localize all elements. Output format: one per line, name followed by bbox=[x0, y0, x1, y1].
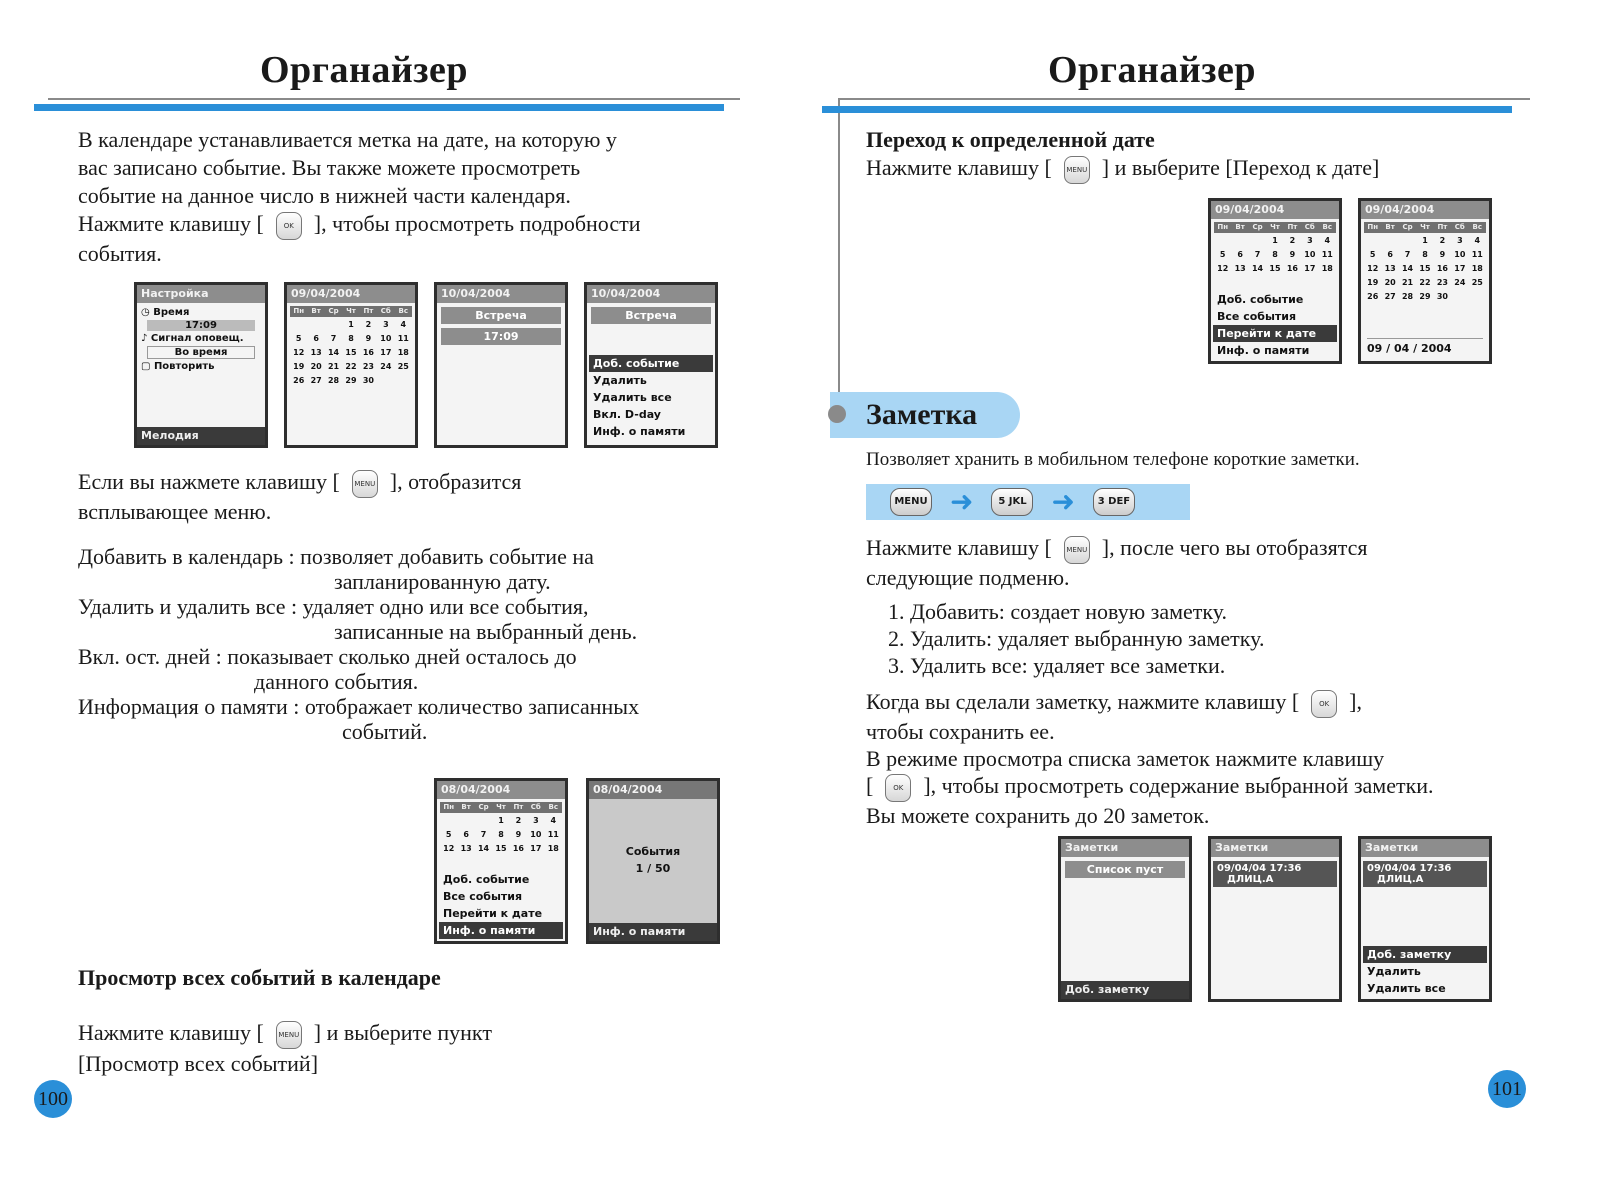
menu-item[interactable]: Удалить bbox=[593, 374, 647, 387]
calendar-day[interactable]: 11 bbox=[397, 334, 409, 343]
weekday-label: Пт bbox=[363, 307, 374, 315]
calendar-day[interactable]: 10 bbox=[380, 334, 392, 343]
calendar-day[interactable]: 27 bbox=[1384, 292, 1396, 301]
note-section-dot bbox=[828, 405, 846, 423]
screen-footer: Инф. о памяти bbox=[589, 923, 717, 941]
calendar-day[interactable]: 13 bbox=[1234, 264, 1246, 273]
screen-footer: Мелодия bbox=[137, 427, 265, 445]
calendar-day[interactable] bbox=[1214, 235, 1231, 247]
calendar-day[interactable]: 1 bbox=[1422, 236, 1428, 245]
calendar-day[interactable]: 23 bbox=[1436, 278, 1448, 287]
note-text: ДЛИЦ.А bbox=[1227, 874, 1274, 885]
calendar-day[interactable]: 19 bbox=[293, 362, 305, 371]
menu-key-icon: MENU bbox=[352, 470, 378, 498]
calendar-day[interactable]: 12 bbox=[293, 348, 305, 357]
definition-line: Информация о памяти : отображает количество записанных bbox=[78, 694, 640, 719]
calendar-day[interactable]: 21 bbox=[1401, 278, 1414, 287]
weekday-label: Сб bbox=[530, 803, 541, 811]
phone-screen-notes-empty bbox=[1058, 836, 1192, 1002]
calendar-day[interactable]: 20 bbox=[310, 362, 322, 371]
calendar-day[interactable]: 1 bbox=[498, 816, 504, 825]
calendar-day[interactable]: 18 bbox=[397, 348, 409, 357]
calendar-day[interactable]: 23 bbox=[362, 362, 374, 371]
arrow-right-icon: ➜ bbox=[950, 485, 974, 518]
calendar-day[interactable]: 15 bbox=[345, 348, 357, 357]
calendar-day[interactable]: 5 bbox=[1219, 250, 1226, 259]
time-value: 17:09 bbox=[147, 320, 255, 331]
text-line bbox=[866, 154, 1526, 184]
screen-header: 09/04/2004 bbox=[1211, 201, 1339, 219]
calendar-day[interactable]: 5 bbox=[1369, 250, 1376, 259]
menu-key-icon: MENU bbox=[276, 1021, 302, 1049]
note-text: ДЛИЦ.А bbox=[1377, 874, 1424, 885]
weekday-label: Пн bbox=[443, 803, 455, 811]
section-heading: Просмотр всех событий в календаре bbox=[78, 965, 441, 990]
note-entry[interactable] bbox=[1363, 861, 1487, 887]
text-line: вас записано событие. Вы также можете просмотреть bbox=[78, 155, 581, 180]
view-all-paragraph bbox=[78, 1018, 718, 1079]
screen-header: Настройка bbox=[137, 285, 265, 303]
popup-menu bbox=[439, 871, 563, 939]
calendar-day[interactable]: 2 bbox=[1439, 236, 1446, 245]
title-rule bbox=[838, 98, 1530, 100]
event-title: Встреча bbox=[591, 307, 711, 324]
screen-header: Заметки bbox=[1361, 839, 1489, 857]
list-item: 1. Добавить: создает новую заметку. bbox=[910, 598, 1264, 625]
text-line bbox=[866, 534, 1526, 564]
text-line: [Просмотр всех событий] bbox=[78, 1050, 319, 1076]
calendar-day[interactable]: 24 bbox=[380, 362, 392, 371]
title-rule bbox=[48, 98, 740, 100]
menu-item[interactable]: Удалить все bbox=[1367, 982, 1446, 995]
calendar-day[interactable]: 16 bbox=[1286, 264, 1298, 273]
text-line: следующие подменю. bbox=[866, 564, 1070, 590]
note-entry[interactable] bbox=[1213, 861, 1337, 887]
text-fragment: Нажмите клавишу [ bbox=[78, 211, 264, 236]
text-line: всплывающее меню. bbox=[78, 498, 272, 524]
time-label: Время bbox=[153, 307, 190, 318]
definition-line: данного события. bbox=[254, 669, 419, 694]
calendar-day[interactable]: 4 bbox=[1324, 236, 1331, 245]
menu-item[interactable]: Удалить все bbox=[593, 391, 672, 404]
definition-line: событий. bbox=[342, 719, 428, 744]
calendar-day[interactable]: 8 bbox=[348, 334, 354, 343]
arrow-right-icon: ➜ bbox=[1051, 485, 1075, 518]
calendar-day[interactable] bbox=[307, 389, 324, 401]
weekday-label: Вс bbox=[548, 803, 558, 811]
calendar-day[interactable]: 18 bbox=[547, 844, 559, 853]
phone-screen-event-menu bbox=[584, 282, 718, 448]
calendar-day[interactable] bbox=[457, 815, 474, 827]
calendar-day[interactable]: 14 bbox=[477, 844, 490, 853]
calendar-day[interactable]: 4 bbox=[550, 816, 557, 825]
calendar-day[interactable]: 6 bbox=[463, 830, 469, 839]
phone-screen-notes-list bbox=[1208, 836, 1342, 1002]
note-usage-paragraph bbox=[866, 688, 1546, 829]
note-timestamp: 09/04/04 17:36 bbox=[1367, 863, 1452, 874]
calendar-day[interactable]: 16 bbox=[512, 844, 524, 853]
menu-item[interactable]: Инф. о памяти bbox=[593, 425, 686, 438]
calendar-day[interactable]: 1 bbox=[1272, 236, 1278, 245]
calendar-day[interactable]: 25 bbox=[397, 362, 409, 371]
text-fragment: Нажмите клавишу [ bbox=[78, 1020, 264, 1045]
ok-key-icon: OK bbox=[276, 212, 302, 240]
weekday-label: Вс bbox=[1322, 223, 1332, 231]
left-page bbox=[0, 0, 800, 1200]
text-fragment: Нажмите клавишу [ bbox=[866, 535, 1052, 560]
calendar-day[interactable] bbox=[1231, 235, 1248, 247]
text-fragment: [ bbox=[866, 772, 874, 798]
weekday-row bbox=[290, 306, 412, 317]
calendar-day[interactable]: 14 bbox=[1251, 264, 1264, 273]
calendar-day[interactable]: 14 bbox=[1401, 264, 1414, 273]
menu-item[interactable]: Перейти к дате bbox=[443, 907, 543, 920]
weekday-label: Вт bbox=[311, 307, 321, 315]
calendar-day[interactable] bbox=[307, 319, 324, 331]
text-line bbox=[78, 210, 738, 240]
weekday-label: Пн bbox=[1367, 223, 1379, 231]
phone-screen-goto-menu bbox=[1208, 198, 1342, 364]
calendar-day[interactable]: 4 bbox=[400, 320, 407, 329]
phone-screen-memory-info bbox=[586, 778, 720, 944]
menu-key-icon: MENU bbox=[1064, 536, 1090, 564]
screen-header: Заметки bbox=[1061, 839, 1189, 857]
weekday-label: Сб bbox=[1304, 223, 1315, 231]
calendar-day[interactable]: 2 bbox=[1289, 236, 1296, 245]
calendar-day[interactable]: 8 bbox=[1422, 250, 1428, 259]
weekday-label: Ср bbox=[478, 803, 489, 811]
screen-footer[interactable]: Доб. заметку bbox=[1061, 981, 1189, 999]
goto-heading: Переход к определенной дате bbox=[866, 127, 1155, 152]
calendar-day[interactable]: 9 bbox=[515, 830, 522, 839]
text-fragment: Если вы нажмете клавишу [ bbox=[78, 469, 340, 494]
weekday-label: Пт bbox=[513, 803, 524, 811]
calendar-day[interactable]: 30 bbox=[362, 376, 374, 385]
calendar-day[interactable]: 11 bbox=[1321, 250, 1333, 259]
event-title: Встреча bbox=[441, 307, 561, 324]
weekday-row bbox=[1214, 222, 1336, 233]
calendar-day[interactable]: 15 bbox=[495, 844, 507, 853]
submenu-list bbox=[866, 598, 1264, 679]
definition-line: Добавить в календарь : позволяет добавить событие на bbox=[78, 544, 594, 569]
calendar-day[interactable]: 17 bbox=[380, 348, 392, 357]
calendar-day[interactable] bbox=[1364, 235, 1381, 247]
weekday-label: Ср bbox=[1402, 223, 1413, 231]
phone-screen-date-input bbox=[1358, 198, 1492, 364]
events-label: События bbox=[625, 845, 681, 858]
calendar-day[interactable]: 21 bbox=[327, 362, 340, 371]
ok-key-icon: OK bbox=[1311, 690, 1337, 718]
calendar-day[interactable]: 6 bbox=[313, 334, 319, 343]
definition-line: записанные на выбранный день. bbox=[334, 619, 638, 644]
calendar-day[interactable]: 5 bbox=[295, 334, 302, 343]
calendar-day[interactable]: 3 bbox=[1457, 236, 1463, 245]
screen-header: Заметки bbox=[1211, 839, 1339, 857]
calendar-day[interactable]: 17 bbox=[1454, 264, 1466, 273]
screen-header: 10/04/2004 bbox=[437, 285, 565, 303]
screen-header: 08/04/2004 bbox=[437, 781, 565, 799]
calendar-day[interactable]: 15 bbox=[1419, 264, 1431, 273]
calendar-day[interactable]: 16 bbox=[1436, 264, 1448, 273]
calendar-day[interactable]: 6 bbox=[1387, 250, 1393, 259]
text-fragment: ], bbox=[1349, 689, 1362, 714]
weekday-label: Пн bbox=[1217, 223, 1229, 231]
alarm-label: Сигнал оповещ. bbox=[150, 333, 244, 344]
weekday-label: Вт bbox=[1235, 223, 1245, 231]
calendar-day[interactable]: 17 bbox=[530, 844, 542, 853]
page-title: Органайзер bbox=[260, 49, 469, 91]
weekday-label: Вт bbox=[1385, 223, 1395, 231]
page-number: 101 bbox=[1488, 1070, 1526, 1108]
popup-menu bbox=[1213, 291, 1337, 359]
calendar-day[interactable] bbox=[440, 815, 457, 827]
text-fragment: ], чтобы просмотреть подробности bbox=[313, 211, 641, 236]
list-item: 3. Удалить все: удаляет все заметки. bbox=[910, 652, 1264, 679]
calendar-day[interactable]: 12 bbox=[443, 844, 455, 853]
calendar-day[interactable]: 4 bbox=[1474, 236, 1481, 245]
screen-header: 08/04/2004 bbox=[589, 781, 717, 799]
note-section-title: Заметка bbox=[866, 398, 978, 431]
calendar-day[interactable]: 29 bbox=[1419, 292, 1431, 301]
definition-line: Вкл. ост. дней : показывает сколько дней осталось до bbox=[78, 644, 577, 669]
menu-key-icon: MENU bbox=[890, 488, 932, 516]
menu-item[interactable]: Удалить bbox=[1367, 965, 1421, 978]
popup-menu bbox=[1363, 946, 1487, 997]
weekday-label: Пн bbox=[293, 307, 305, 315]
menu-item[interactable]: Доб. событие bbox=[589, 355, 713, 372]
text-line: события. bbox=[78, 240, 162, 266]
calendar-day[interactable]: 22 bbox=[345, 362, 357, 371]
calendar-day[interactable]: 28 bbox=[327, 376, 340, 385]
text-fragment: ], после чего вы отобразятся bbox=[1101, 535, 1368, 560]
text-fragment: Когда вы сделали заметку, нажмите клавишу [ bbox=[866, 689, 1300, 714]
calendar-day[interactable] bbox=[377, 375, 394, 387]
calendar-day[interactable]: 7 bbox=[1404, 250, 1411, 259]
calendar-day[interactable]: 8 bbox=[1272, 250, 1278, 259]
menu-item[interactable]: Доб. заметку bbox=[1363, 946, 1487, 963]
text-line bbox=[866, 688, 1546, 718]
popup-paragraph bbox=[78, 468, 738, 526]
calendar-day[interactable] bbox=[325, 319, 342, 331]
key-3-icon: 3 DEF bbox=[1093, 488, 1135, 516]
text-line bbox=[866, 772, 1546, 802]
text-fragment: ], отобразится bbox=[389, 469, 522, 494]
weekday-label: Ср bbox=[1252, 223, 1263, 231]
calendar-day[interactable]: 27 bbox=[310, 376, 322, 385]
title-accent-bar bbox=[822, 106, 1512, 113]
screen-header: 10/04/2004 bbox=[587, 285, 715, 303]
menu-item[interactable]: Все события bbox=[1217, 310, 1297, 323]
screen-body: ◷ Время 17:09 ♪ Сигнал оповещ. Во время ▢ Повторить bbox=[137, 303, 265, 372]
calendar-day[interactable]: 7 bbox=[1254, 250, 1261, 259]
weekday-label: Чт bbox=[496, 803, 506, 811]
calendar-day[interactable]: 24 bbox=[1454, 278, 1466, 287]
empty-list-message: Список пуст bbox=[1065, 861, 1185, 878]
calendar-day[interactable]: 5 bbox=[445, 830, 452, 839]
calendar-day[interactable]: 14 bbox=[327, 348, 340, 357]
menu-item[interactable]: Доб. событие bbox=[443, 873, 530, 886]
calendar-day[interactable]: 2 bbox=[515, 816, 522, 825]
weekday-label: Чт bbox=[1420, 223, 1430, 231]
weekday-label: Пт bbox=[1437, 223, 1448, 231]
calendar-day[interactable] bbox=[290, 319, 307, 331]
calendar-day[interactable] bbox=[1399, 235, 1416, 247]
calendar-day[interactable]: 2 bbox=[365, 320, 372, 329]
weekday-label: Вс bbox=[1472, 223, 1482, 231]
definition-line: Удалить и удалить все : удаляет одно или все события, bbox=[78, 594, 589, 619]
note-description: Позволяет хранить в мобильном телефоне короткие заметки. bbox=[866, 449, 1360, 470]
calendar-day[interactable]: 22 bbox=[1419, 278, 1431, 287]
page-title: Органайзер bbox=[1048, 49, 1257, 91]
calendar-day[interactable]: 19 bbox=[1367, 278, 1379, 287]
calendar-day[interactable]: 3 bbox=[1307, 236, 1313, 245]
phone-screen-calendar bbox=[284, 282, 418, 448]
weekday-label: Чт bbox=[1270, 223, 1280, 231]
text-line bbox=[78, 468, 738, 498]
screen-header: 09/04/2004 bbox=[287, 285, 415, 303]
alarm-value: Во время bbox=[147, 346, 255, 359]
events-count: 1 / 50 bbox=[635, 862, 671, 875]
text-line: событие на данное число в нижней части календаря. bbox=[78, 183, 571, 208]
weekday-label: Сб bbox=[1454, 223, 1465, 231]
intro-paragraph bbox=[78, 126, 738, 268]
calendar-day[interactable]: 17 bbox=[1304, 264, 1316, 273]
calendar-day[interactable]: 11 bbox=[1471, 250, 1483, 259]
calendar-day[interactable] bbox=[1451, 291, 1468, 303]
menu-item[interactable]: Инф. о памяти bbox=[1217, 344, 1310, 357]
calendar-day[interactable] bbox=[1469, 291, 1486, 303]
weekday-label: Пт bbox=[1287, 223, 1298, 231]
text-fragment: Нажмите клавишу [ bbox=[866, 155, 1052, 180]
popup-menu bbox=[589, 355, 713, 440]
calendar-day[interactable]: 18 bbox=[1471, 264, 1483, 273]
calendar-day[interactable] bbox=[1381, 305, 1398, 317]
calendar-day[interactable]: 29 bbox=[345, 376, 357, 385]
calendar-day[interactable]: 12 bbox=[1217, 264, 1229, 273]
key-5-icon: 5 JKL bbox=[991, 488, 1033, 516]
weekday-label: Вт bbox=[461, 803, 471, 811]
calendar-day[interactable]: 7 bbox=[480, 830, 487, 839]
calendar-day[interactable] bbox=[1381, 235, 1398, 247]
phone-screen-settings bbox=[134, 282, 268, 448]
menu-item[interactable]: Доб. событие bbox=[1217, 293, 1304, 306]
text-line: чтобы сохранить ее. bbox=[866, 718, 1055, 744]
menu-item[interactable]: Вкл. D-day bbox=[593, 408, 661, 421]
calendar-grid bbox=[1214, 235, 1336, 277]
calendar-day[interactable]: 3 bbox=[383, 320, 389, 329]
title-rule-vertical bbox=[838, 98, 840, 398]
date-input[interactable]: 09 / 04 / 2004 bbox=[1367, 338, 1483, 355]
calendar-day[interactable]: 9 bbox=[365, 334, 372, 343]
calendar-day[interactable]: 25 bbox=[1471, 278, 1483, 287]
calendar-grid bbox=[290, 319, 412, 401]
calendar-day[interactable]: 10 bbox=[1454, 250, 1466, 259]
page-number: 100 bbox=[34, 1080, 72, 1118]
phone-screen-event bbox=[434, 282, 568, 448]
calendar-day[interactable]: 26 bbox=[1367, 292, 1379, 301]
menu-item[interactable]: Инф. о памяти bbox=[439, 922, 563, 939]
definition-line: запланированную дату. bbox=[334, 569, 551, 594]
note-instructions bbox=[866, 534, 1526, 592]
weekday-row bbox=[1364, 222, 1486, 233]
weekday-row bbox=[440, 802, 562, 813]
definitions-list bbox=[78, 544, 758, 744]
text-line bbox=[78, 1018, 718, 1049]
calendar-day[interactable]: 10 bbox=[1304, 250, 1316, 259]
calendar-day[interactable]: 13 bbox=[1384, 264, 1396, 273]
calendar-grid bbox=[440, 815, 562, 857]
event-time: 17:09 bbox=[441, 328, 561, 345]
text-fragment: ] и выберите [Переход к дате] bbox=[1101, 155, 1380, 180]
calendar-day[interactable]: 12 bbox=[1367, 264, 1379, 273]
calendar-day[interactable] bbox=[475, 815, 492, 827]
calendar-day[interactable]: 13 bbox=[460, 844, 472, 853]
calendar-day[interactable] bbox=[1249, 235, 1266, 247]
text-line: В календаре устанавливается метка на дате, на которую у bbox=[78, 127, 617, 152]
calendar-day[interactable]: 8 bbox=[498, 830, 504, 839]
calendar-day[interactable]: 18 bbox=[1321, 264, 1333, 273]
weekday-label: Ср bbox=[328, 307, 339, 315]
menu-item[interactable]: Все события bbox=[443, 890, 523, 903]
calendar-day[interactable]: 10 bbox=[530, 830, 542, 839]
menu-item[interactable]: Перейти к дате bbox=[1213, 325, 1337, 342]
phone-screen-calendar-menu bbox=[434, 778, 568, 944]
calendar-day[interactable] bbox=[290, 389, 307, 401]
calendar-day[interactable]: 13 bbox=[310, 348, 322, 357]
weekday-label: Вс bbox=[398, 307, 408, 315]
title-accent-bar bbox=[34, 104, 724, 111]
calendar-day[interactable]: 1 bbox=[348, 320, 354, 329]
note-timestamp: 09/04/04 17:36 bbox=[1217, 863, 1302, 874]
menu-key-icon: MENU bbox=[1064, 156, 1090, 184]
calendar-day[interactable]: 26 bbox=[293, 376, 305, 385]
calendar-grid bbox=[1364, 235, 1486, 317]
screen-header: 09/04/2004 bbox=[1361, 201, 1489, 219]
text-line: В режиме просмотра списка заметок нажмите клавишу bbox=[866, 745, 1385, 771]
calendar-day[interactable]: 30 bbox=[1436, 292, 1448, 301]
weekday-label: Сб bbox=[380, 307, 391, 315]
calendar-day[interactable] bbox=[1364, 305, 1381, 317]
phone-screen-notes-menu bbox=[1358, 836, 1492, 1002]
calendar-day[interactable]: 9 bbox=[1439, 250, 1446, 259]
calendar-day[interactable]: 20 bbox=[1384, 278, 1396, 287]
goto-date-block bbox=[866, 126, 1526, 184]
calendar-day[interactable] bbox=[395, 375, 412, 387]
text-line: Вы можете сохранить до 20 заметок. bbox=[866, 802, 1210, 828]
repeat-label: Повторить bbox=[153, 361, 215, 372]
calendar-day[interactable]: 28 bbox=[1401, 292, 1414, 301]
list-item: 2. Удалить: удаляет выбранную заметку. bbox=[910, 625, 1264, 652]
calendar-day[interactable]: 9 bbox=[1289, 250, 1296, 259]
weekday-label: Чт bbox=[346, 307, 356, 315]
calendar-day[interactable]: 7 bbox=[330, 334, 337, 343]
calendar-day[interactable]: 16 bbox=[362, 348, 374, 357]
calendar-day[interactable]: 3 bbox=[533, 816, 539, 825]
calendar-day[interactable]: 6 bbox=[1237, 250, 1243, 259]
calendar-day[interactable]: 11 bbox=[547, 830, 559, 839]
key-sequence bbox=[866, 484, 1190, 520]
text-fragment: ] и выберите пункт bbox=[313, 1020, 492, 1045]
calendar-day[interactable]: 15 bbox=[1269, 264, 1281, 273]
ok-key-icon: OK bbox=[885, 774, 911, 802]
text-fragment: ], чтобы просмотреть содержание выбранной заметки. bbox=[923, 772, 1434, 798]
